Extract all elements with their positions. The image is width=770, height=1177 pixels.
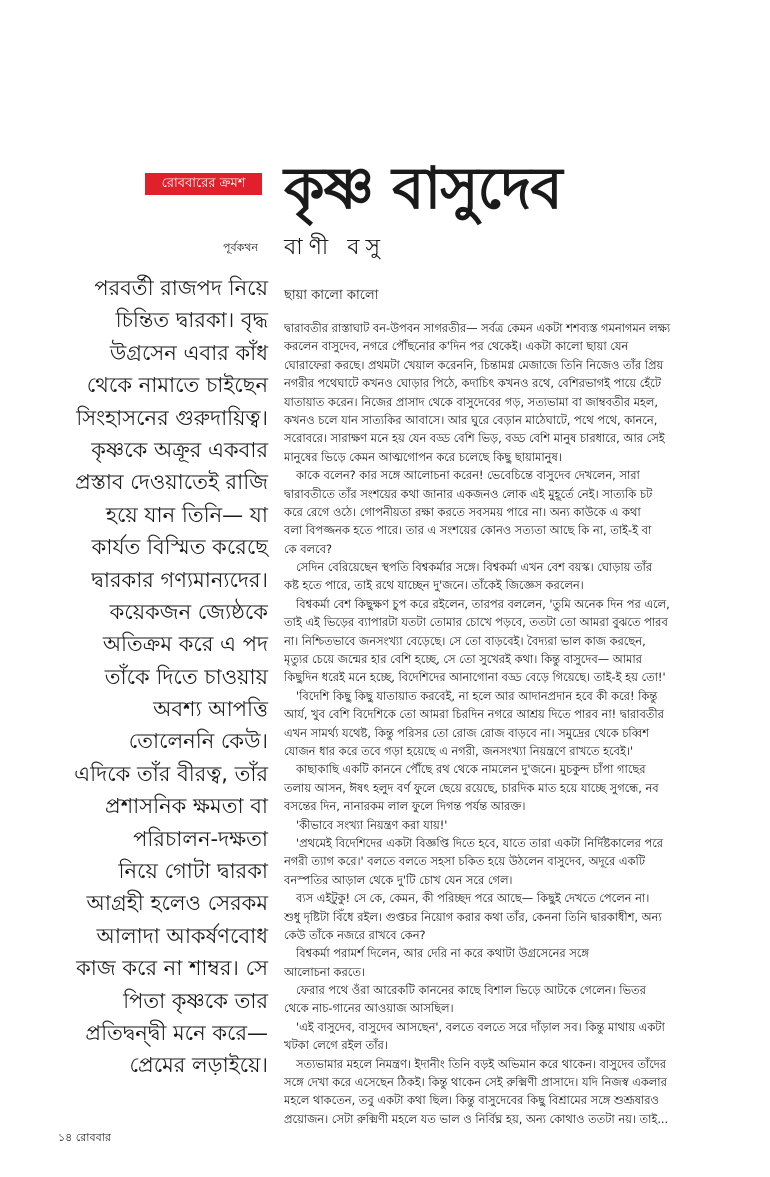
body-line: কে বলবে?: [284, 541, 333, 556]
body-line: বলা বিপজ্জনক হতে পারে। তার এ সংশয়ের কোনও সত্যতা আছে কি না, তাই-ই বা: [284, 523, 652, 538]
body-line: 'প্রথমেই বিদেশিদের একটা বিজ্ঞপ্তি দিতে হবে, যাতে তারা একটা নির্দিষ্টকালের পরে: [296, 835, 664, 850]
pull-quote-line: কার্যত বিস্মিত করেছে: [91, 535, 268, 560]
pull-quote-line: দ্বারকার গণ্যমান্যদের।: [91, 567, 268, 592]
body-line: নগরীর পথেঘাটে কখনও ঘোড়ার পিঠে, কদাচিৎ কখনও রথে, বেশিরভাগই পায়ে হেঁটে: [284, 376, 661, 391]
pull-quote-line: অবশ্য আপত্তি: [153, 697, 268, 722]
body-line: করে রেগে ওঠে। গোপনীয়তা রক্ষা করতে সবসময় পারে না। অন্য কাউকে এ কথা: [284, 504, 641, 519]
body-line: সরোবরে। সারাক্ষণ মনে হয় যেন বড্ড বেশি ভিড়, বড্ড বেশি মানুষ চারধারে, আর সেই: [284, 431, 665, 446]
series-badge: রোববারের ক্রমশ: [145, 173, 262, 195]
pull-quote-line: হয়ে যান তিনি— যা: [105, 502, 268, 527]
body-line: তলায় আসন, ঈষৎ হলুদ বর্ণ ফুলে ছেয়ে রয়েছে, চারদিক মাত হয়ে যাচ্ছে সুগন্ধে, নব: [284, 780, 659, 795]
body-line: মহলে থাকতেন, তবু একটা কথা ছিল। কিন্তু বাসুদেবের কিছু বিশ্রামের সঙ্গে শুশ্রূষারও: [284, 1093, 659, 1108]
body-line: ব্যস এইটুকু! সে কে, কেমন, কী পরিচ্ছদ পরে আছে— কিছুই দেখতে পেলেন না।: [296, 891, 650, 906]
body-line: কেউ তাঁকে নজরে রাখবে কেন?: [284, 927, 426, 942]
body-line: সেদিন বেরিয়েছেন স্থপতি বিশ্বকর্মার সঙ্গে। বিশ্বকর্মা এখন বেশ বয়স্ক। ঘোড়ায় তাঁর: [296, 560, 653, 575]
pull-quote-line: প্রতিদ্বন্দ্বী মনে করে—: [85, 1020, 268, 1045]
body-line: দ্বারাবতীতে তাঁর সংশয়ের কথা জানার একজনও লোক এই মুহূর্তে নেই। সাত্যকি চট: [284, 486, 653, 501]
body-line: খটকা লেগে রইল তাঁর।: [284, 1038, 388, 1053]
body-line: ফেরার পথে ওঁরা আরেকটি কাননের কাছে বিশাল ভিড়ে আটকে গেলেন। ভিতর: [296, 983, 646, 998]
pull-quote-line: পরবর্তী রাজপদ নিয়ে: [94, 276, 268, 300]
body-line: আলোচনা করতে।: [284, 964, 365, 979]
body-line: কাকে বলেন? কার সঙ্গে আলোচনা করেন! ভেবেচিন্তে বাসুদেব দেখলেন, সারা: [296, 468, 640, 483]
pull-quote-line: নিয়ে গোটা দ্বারকা: [118, 859, 268, 884]
body-line: থেকে নাচ-গানের আওয়াজ আসছিল।: [284, 1001, 454, 1016]
body-text: [284, 319, 736, 1128]
pull-quote-line: প্রশাসনিক ক্ষমতা বা: [105, 794, 268, 819]
author-name: বাণী বসু: [284, 235, 386, 260]
pull-quote-line: প্রস্তাব দেওয়াতেই রাজি: [75, 470, 268, 495]
body-line: যোজন ধার করে তবে গড়া হয়েছে এ নগরী, জনসংখ্যা নিয়ন্ত্রণে রাখতে হবেই।': [284, 743, 634, 758]
pull-quote-line: এদিকে তাঁর বীরত্ব, তাঁর: [74, 761, 268, 786]
body-line: সত্যভামার মহলে নিমন্ত্রণ। ইদানীং তিনি বড়ই অভিমান করে থাকেন। বাসুদেব তাঁদের: [296, 1056, 667, 1071]
body-line: আর্য, খুব বেশি বিদেশিকে তো আমরা চিরদিন নগরে আশ্রয় দিতে পারব না! দ্বারাবতীর: [284, 707, 664, 722]
body-line: বিশ্বকর্মা পরামর্শ দিলেন, আর দেরি না করে কথাটা উগ্রসেনের সঙ্গে: [296, 946, 589, 961]
pull-quote-line: প্রেমের লড়াইয়ে।: [129, 1053, 268, 1078]
pull-quote-line: আগ্রহী হলেও সেরকম: [86, 891, 268, 916]
body-line: শুধু দৃষ্টিটা বিঁধে রইল। গুপ্তচর নিয়োগ করার কথা তাঁর, কেননা তিনি দ্বারকাধীশ, অন্য: [284, 909, 662, 924]
chapter-subtitle: ছায়া কালো কালো: [284, 288, 379, 303]
pull-quote-line: কয়েকজন জ্যেষ্ঠকে: [109, 599, 268, 624]
pull-quote-line: সিংহাসনের গুরুদায়িত্ব।: [76, 405, 268, 430]
body-line: মানুষের ভিড়ে কেমন আত্মগোপন করে চলেছে কিছু ছায়ামানুষ।: [284, 449, 562, 464]
body-line: দ্বারাবতীর রাস্তাঘাট বন-উপবন সাগরতীর— সর্বত্র কেমন একটা শশব্যস্ত গমনাগমন লক্ষ্য: [284, 321, 671, 335]
body-line: কাছাকাছি একটি কাননে পৌঁছে রথ থেকে নামলেন দু'জনে। মুচকুন্দ চাঁপা গাছের: [296, 762, 646, 777]
body-line: মৃত্যুর চেয়ে জন্মের হার বেশি হচ্ছে, সে তো সুখেরই কথা। কিন্তু বাসুদেব— আমার: [284, 652, 642, 667]
body-line: কষ্ট হতে পারে, তাই রথে যাচ্ছেন দু'জনে। তাঁকেই জিজ্ঞেস করলেন।: [284, 578, 584, 593]
body-line: 'কীভাবে সংখ্যা নিয়ন্ত্রণ করা যায়!': [296, 817, 448, 832]
body-line: যাতায়াত করেন। নিজের প্রাসাদ থেকে বাসুদেবের গড়, সত্যভামা বা জাম্ববতীর মহল,: [284, 394, 659, 409]
body-line: কিছুদিন ধরেই মনে হচ্ছে, বিদেশিদের আনাগোনা বড্ড বেড়ে গিয়েছে। তাই-ই হয় তো!': [284, 670, 666, 685]
pull-quote-line: উগ্রসেন এবার কাঁধ: [109, 340, 268, 365]
body-line: ঘোরাফেরা করছে। প্রথমটা খেয়াল করেননি, চিন্তামগ্ন মেজাজে তিনি নিজেও তাঁর প্রিয়: [284, 357, 664, 372]
body-line: বিশ্বকর্মা বেশ কিছুক্ষণ চুপ করে রইলেন, তারপর বললেন, 'তুমি অনেক দিন পর এলে,: [296, 596, 670, 611]
pull-quote-line: তাঁকে দিতে চাওয়ায়: [104, 664, 268, 689]
body-line: প্রয়োজন। সেটা রুক্মিণী মহলে যত ভাল ও নির্বিঘ্ন হয়, অন্য কোথাও ততটা নয়। তাই...: [284, 1111, 669, 1126]
pull-quote-line: চিন্তিত দ্বারকা। বৃদ্ধ: [115, 308, 268, 333]
body-line: করলেন বাসুদেব, নগরে পৌঁছনোর ক'দিন পর থেকেই। একটা কালো ছায়া যেন: [284, 339, 629, 354]
pull-quote-line: তোলেননি কেউ।: [128, 729, 268, 754]
pull-quote-line: থেকে নামাতে চাইছেন: [86, 373, 268, 398]
pull-quote-line: পরিচালন-দক্ষতা: [133, 826, 268, 851]
body-line: 'এই বাসুদেব, বাসুদেব আসছেন', বলতে বলতে সরে দাঁড়াল সব। কিন্তু মাথায় একটা: [296, 1019, 665, 1034]
page-title: কৃষ্ণ বাসুদেব: [284, 154, 562, 222]
body-line: সঙ্গে দেখা করে এসেছেন ঠিকই। কিন্তু থাকেন সেই রুক্মিণী প্রাসাদে। যদি নিজস্ব একলার: [284, 1075, 667, 1090]
pull-quote-line: আলাদা আকর্ষণবোধ: [96, 923, 268, 948]
pull-quote-line: কাজ করে না শাম্বর। সে: [76, 956, 268, 981]
body-line: এখন সামর্থ্য যথেষ্ট, কিন্তু পরিসর তো রোজ রোজ বাড়বে না। সমুদ্রের থেকে চব্বিশ: [284, 725, 649, 740]
page-folio: ১৪ রোববার: [58, 1131, 111, 1144]
body-line: তাই এই ভিড়ের ব্যাপারটা যতটা তোমার চোখে পড়বে, ততটা তো আমরা বুঝতে পারব: [284, 615, 668, 630]
body-line: 'বিদেশি কিছু কিছু যাতায়াত করবেই, না হলে আর আদানপ্রদান হবে কী করে! কিন্তু: [296, 688, 658, 703]
body-line: কখনও চলে যান সাত্যকির আবাসে। আর ঘুরে বেড়ান মাঠেঘাটে, পথে পথে, কাননে,: [284, 412, 658, 427]
pull-quote-line: পিতা কৃষ্ণকে তার: [123, 988, 268, 1013]
body-line: না। নিশ্চিতভাবে জনসংখ্যা বেড়েছে। সে তো বাড়বেই। বৈদ্যরা ভাল কাজ করছেন,: [284, 633, 646, 648]
pull-quote-line: অতিক্রম করে এ পদ: [102, 632, 268, 657]
prelude-label: পূর্বকথন: [223, 241, 258, 254]
pull-quote: [58, 272, 268, 1082]
body-line: বসন্তের দিন, নানারকম লাল ফুলে দিগন্ত পর্যন্ত আরক্ত।: [284, 799, 526, 814]
body-line: বনস্পতির আড়াল থেকে দু'টি চোখ যেন সরে গেল।: [284, 872, 513, 887]
body-line: নগরী ত্যাগ করে।' বলতে বলতে সহসা চকিত হয়ে উঠলেন বাসুদেব, অদূরে একটি: [284, 854, 645, 869]
pull-quote-line: কৃষ্ণকে অক্রূর একবার: [91, 437, 268, 462]
